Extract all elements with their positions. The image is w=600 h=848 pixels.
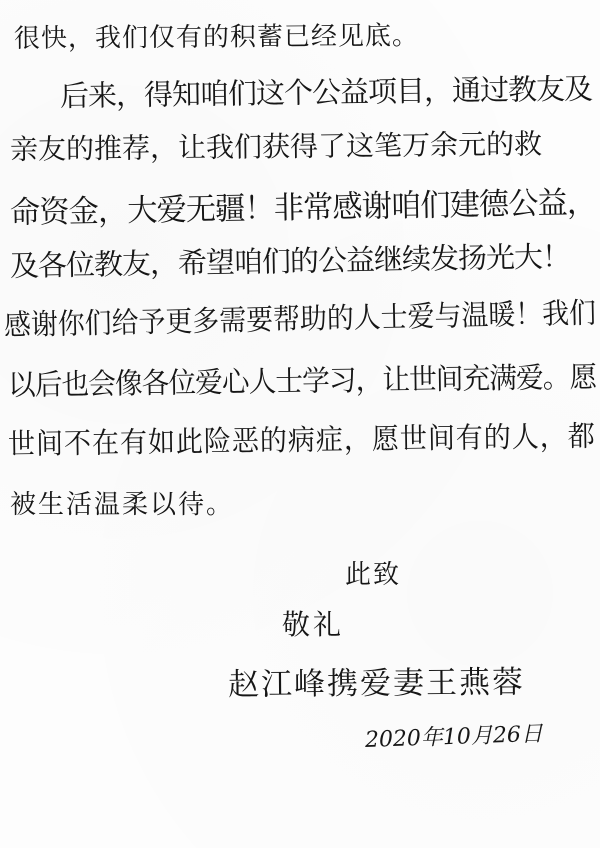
letter-line-1: 很快，我们仅有的积蓄已经见底。 bbox=[13, 21, 420, 54]
closing-regards: 敬礼 bbox=[282, 608, 345, 641]
letter-line-6: 感谢你们给予更多需要帮助的人士爱与温暖！我们 bbox=[3, 295, 597, 342]
letter-date: 2020年10月26日 bbox=[364, 721, 544, 753]
closing-salutation: 此致 bbox=[345, 560, 402, 590]
letter-line-3: 亲友的推荐，让我们获得了这笔万余元的救 bbox=[9, 127, 543, 166]
signature: 赵江峰携爱妻王燕蓉 bbox=[227, 664, 526, 703]
letter-line-8: 世间不在有如此险恶的病症，愿世间有的人，都 bbox=[7, 418, 596, 461]
letter-line-4: 命资金，大爱无疆！非常感谢咱们建德公益， bbox=[9, 184, 597, 231]
letter-line-7: 以后也会像各位爱心人士学习，让世间充满爱。愿 bbox=[7, 359, 597, 402]
letter-line-9: 被生活温柔以待。 bbox=[10, 490, 235, 520]
letter-line-2: 后来，得知咱们这个公益项目，通过教友及 bbox=[59, 71, 593, 113]
letter-line-5: 及各位教友，希望咱们的公益继续发扬光大！ bbox=[9, 239, 571, 283]
